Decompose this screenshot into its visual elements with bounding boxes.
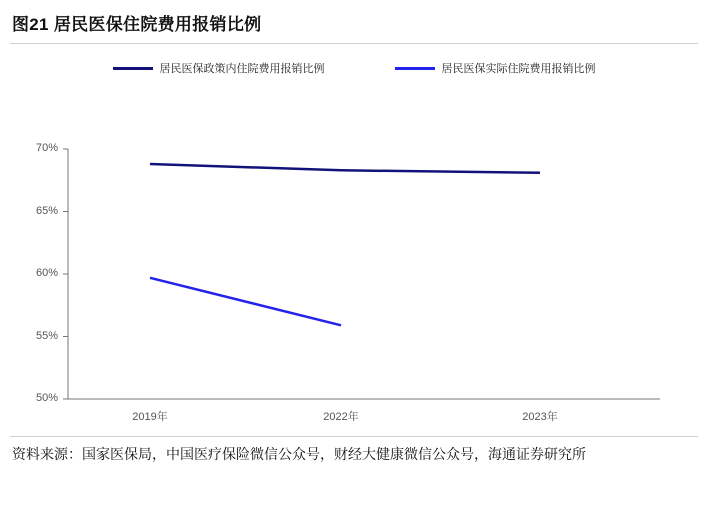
chart-container [10, 44, 698, 436]
y-tick-label-1: 55% [35, 329, 58, 342]
legend-label-series1: 居民医保政策内住院费用报销比例 [159, 63, 325, 75]
plot-svg [10, 44, 698, 436]
series-line-actual-reimbursement [150, 278, 341, 326]
x-tick-label-0: 2019年 [132, 411, 168, 423]
source-note: 资料来源：国家医保局，中国医疗保险微信公众号，财经大健康微信公众号，海通证券研究所 [12, 448, 586, 463]
y-tick-label-4: 70% [35, 142, 58, 154]
y-tick-label-0: 50% [35, 392, 58, 404]
legend-label-series2: 居民医保实际住院费用报销比例 [441, 63, 596, 75]
plot-area [10, 44, 698, 436]
x-tick-label-2: 2023年 [522, 411, 558, 423]
series-line-policy-reimbursement [150, 164, 540, 173]
page-title: 图21 居民医保住院费用报销比例 [12, 15, 262, 34]
x-tick-label-1: 2022年 [323, 411, 359, 423]
y-tick-label-3: 65% [35, 204, 58, 217]
y-tick-label-2: 60% [35, 267, 58, 279]
